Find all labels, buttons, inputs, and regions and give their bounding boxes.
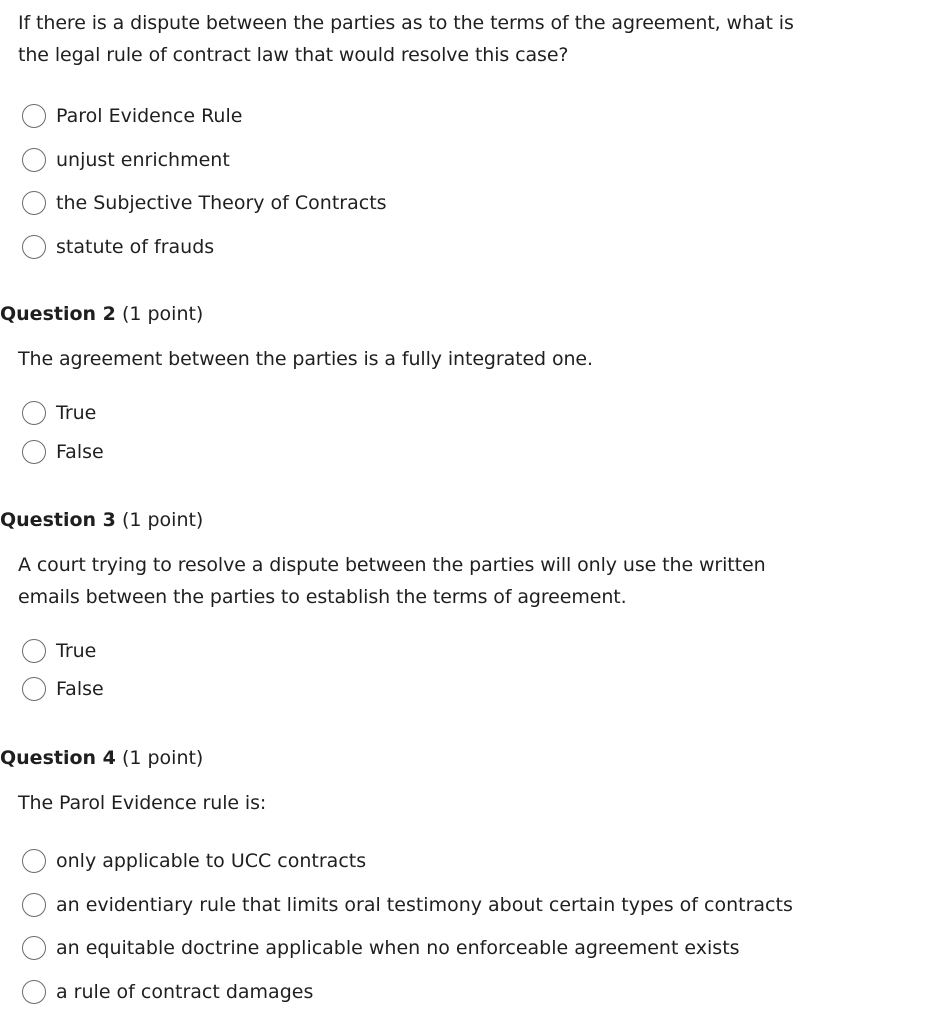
radio-button[interactable] xyxy=(22,980,46,1004)
radio-button[interactable] xyxy=(22,401,46,425)
radio-button[interactable] xyxy=(22,936,46,960)
radio-button[interactable] xyxy=(22,440,46,464)
question-4-heading xyxy=(0,744,203,772)
question-2-option-false[interactable] xyxy=(22,437,104,467)
question-1-option-1[interactable] xyxy=(22,101,242,131)
question-2-prompt: The agreement between the parties is a fully integrated one. xyxy=(18,348,593,370)
question-4-prompt: The Parol Evidence rule is: xyxy=(18,792,267,814)
option-label: False xyxy=(56,441,104,463)
radio-button[interactable] xyxy=(22,235,46,259)
question-number: Question 4 xyxy=(0,747,116,769)
radio-button[interactable] xyxy=(22,148,46,172)
option-label: True xyxy=(56,640,97,662)
question-3-option-true[interactable] xyxy=(22,636,96,666)
question-points: (1 point) xyxy=(121,509,204,531)
question-2-option-true[interactable] xyxy=(22,398,96,428)
option-label: False xyxy=(56,678,104,700)
question-number: Question 2 xyxy=(0,303,116,325)
question-2-heading xyxy=(0,300,203,328)
option-label: True xyxy=(56,402,97,424)
option-label: statute of frauds xyxy=(56,236,215,258)
radio-button[interactable] xyxy=(22,639,46,663)
option-label: an evidentiary rule that limits oral testimony about certain types of contracts xyxy=(56,894,793,916)
option-label: a rule of contract damages xyxy=(56,981,314,1003)
option-label: only applicable to UCC contracts xyxy=(56,850,367,872)
radio-button[interactable] xyxy=(22,191,46,215)
option-label: the Subjective Theory of Contracts xyxy=(56,192,387,214)
question-points: (1 point) xyxy=(121,747,204,769)
radio-button[interactable] xyxy=(22,893,46,917)
option-label: unjust enrichment xyxy=(56,149,230,171)
question-3-prompt: A court trying to resolve a dispute between the parties will only use the written emails between the parties to establish the terms of agreement. xyxy=(18,554,766,608)
option-label: an equitable doctrine applicable when no enforceable agreement exists xyxy=(56,937,740,959)
option-label: Parol Evidence Rule xyxy=(56,105,243,127)
radio-button[interactable] xyxy=(22,677,46,701)
radio-button[interactable] xyxy=(22,849,46,873)
question-1-option-4[interactable] xyxy=(22,232,214,262)
question-4-option-1[interactable] xyxy=(22,846,366,876)
question-4-option-4[interactable] xyxy=(22,977,313,1007)
question-3-heading xyxy=(0,506,203,534)
question-3-option-false[interactable] xyxy=(22,674,104,704)
question-1-option-2[interactable] xyxy=(22,145,230,175)
question-1-option-3[interactable] xyxy=(22,188,387,218)
question-points: (1 point) xyxy=(121,303,204,325)
question-number: Question 3 xyxy=(0,509,116,531)
radio-button[interactable] xyxy=(22,104,46,128)
question-4-option-2[interactable] xyxy=(22,890,793,920)
question-1-prompt: If there is a dispute between the parties as to the terms of the agreement, what is the legal rule of contract law that would resolve this case? xyxy=(18,12,794,66)
question-4-option-3[interactable] xyxy=(22,933,740,963)
